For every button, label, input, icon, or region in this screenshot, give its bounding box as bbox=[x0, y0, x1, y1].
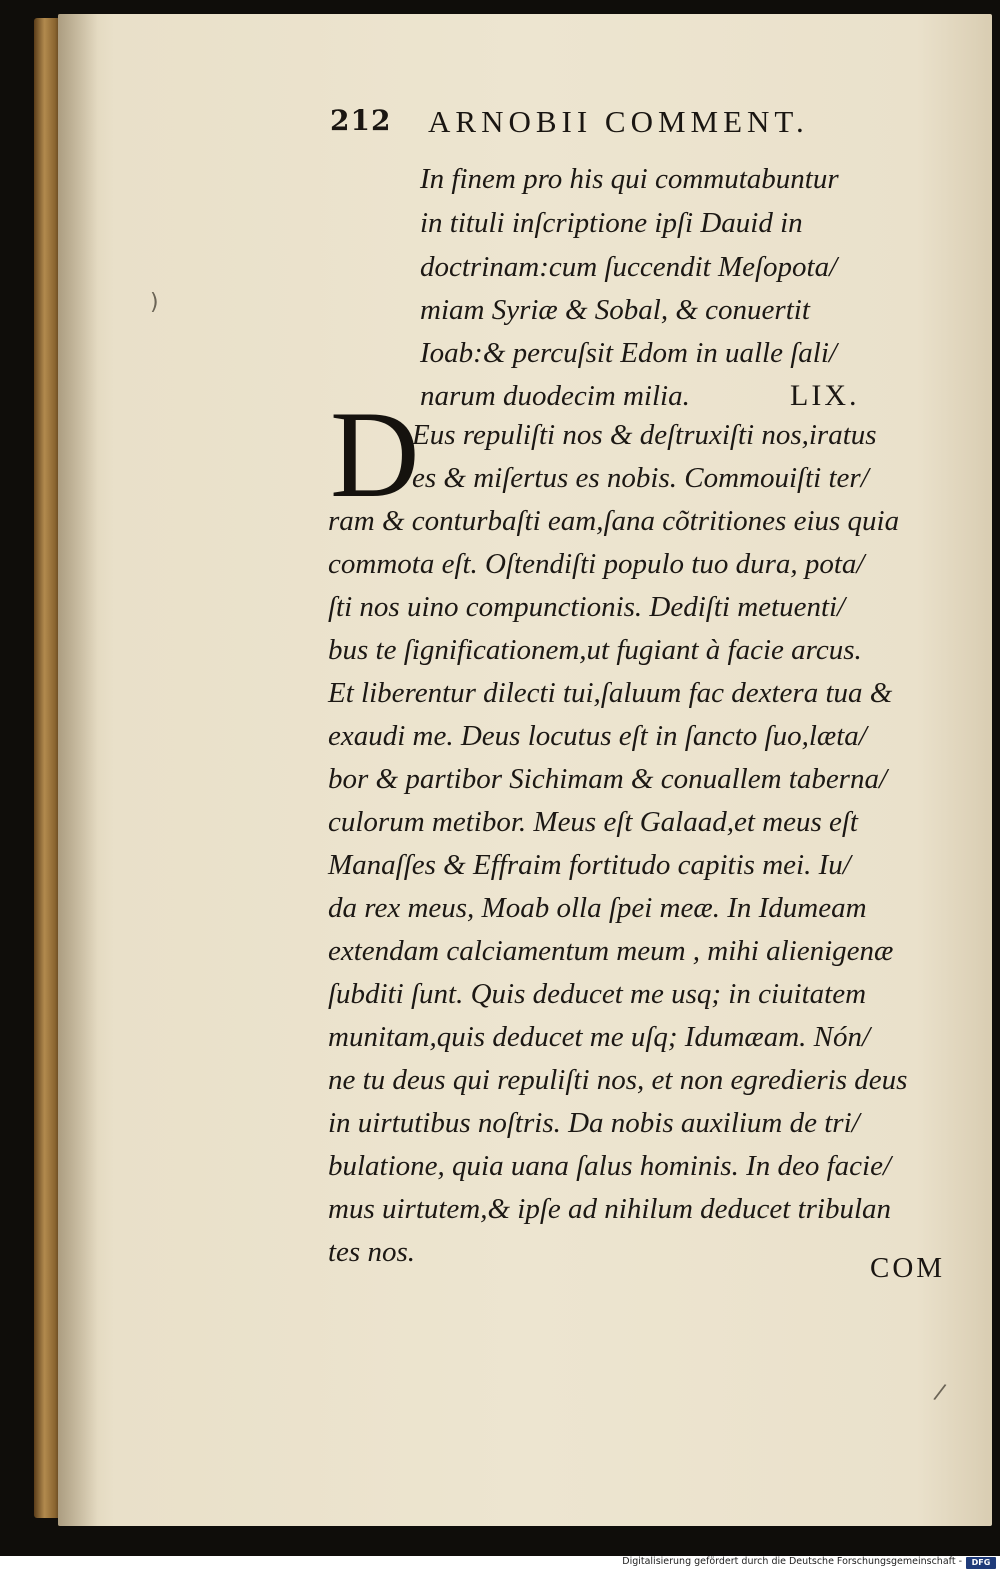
title-line: doctrinam:cum ſuccendit Meſopota/ bbox=[420, 251, 838, 283]
body-line: da rex meus, Moab olla ſpei meæ. In Idumeam bbox=[328, 892, 867, 924]
body-line: ſubditi ſunt. Quis deducet me usq; in ciuitatem bbox=[328, 978, 867, 1010]
digitization-footer bbox=[0, 1556, 1000, 1571]
dfg-logo: DFG bbox=[966, 1557, 996, 1569]
body-line: extendam calciamentum meum , mihi alienigenæ bbox=[328, 935, 894, 967]
title-line: miam Syriæ & Sobal, & conuertit bbox=[420, 294, 810, 326]
page-number: 212 bbox=[330, 104, 392, 137]
body-line: ram & conturbaſti eam,ſana cõtritiones eius quia bbox=[328, 505, 900, 537]
psalm-number: LIX. bbox=[790, 379, 860, 412]
body-line: mus uirtutem,& ipſe ad nihilum deducet tribulan bbox=[328, 1193, 892, 1225]
title-line: In finem pro his qui commutabuntur bbox=[420, 163, 839, 195]
body-line: exaudi me. Deus locutus eſt in ſancto ſuo,læta/ bbox=[328, 720, 867, 752]
margin-mark: ) bbox=[150, 290, 159, 315]
body-line: ne tu deus qui repuliſti nos, et non egredieris deus bbox=[328, 1064, 908, 1096]
gutter-shadow bbox=[58, 14, 98, 1526]
body-line: munitam,quis deducet me uſq; Idumæam. Nón/ bbox=[328, 1021, 871, 1053]
margin-mark: / bbox=[931, 1379, 948, 1406]
body-line: bulatione, quia uana ſalus hominis. In deo facie/ bbox=[328, 1150, 892, 1182]
body-line: ſti nos uino compunctionis. Dediſti metuenti/ bbox=[328, 591, 846, 623]
title-line: narum duodecim milia. bbox=[420, 380, 690, 412]
body-line: commota eſt. Oſtendiſti populo tuo dura, pota/ bbox=[328, 548, 865, 580]
body-line: bus te ſignificationem,ut fugiant à facie arcus. bbox=[328, 634, 862, 666]
title-line: Ioab:& percuſsit Edom in ualle ſali/ bbox=[420, 337, 837, 369]
footer-credit: Digitalisierung gefördert durch die Deutsche Forschungsgemeinschaft - bbox=[622, 1556, 962, 1567]
body-line: es & miſertus es nobis. Commouiſti ter/ bbox=[412, 462, 869, 494]
body-line: bor & partibor Sichimam & conuallem taberna/ bbox=[328, 763, 888, 795]
body-line: Eus repuliſti nos & deſtruxiſti nos,iratus bbox=[412, 419, 877, 451]
body-line: in uirtutibus noſtris. Da nobis auxilium de tri/ bbox=[328, 1107, 860, 1139]
body-line: culorum metibor. Meus eſt Galaad,et meus eſt bbox=[328, 806, 858, 838]
title-line: in tituli inſcriptione ipſi Dauid in bbox=[420, 207, 803, 239]
page-header bbox=[330, 100, 890, 150]
catchword: COM bbox=[870, 1252, 946, 1284]
body-line: Et liberentur dilecti tui,ſaluum fac dextera tua & bbox=[328, 677, 893, 709]
body-line: tes nos. bbox=[328, 1236, 415, 1268]
body-line: Manaſſes & Effraim fortitudo capitis mei. Iu/ bbox=[328, 849, 851, 881]
running-title: ARNOBII COMMENT. bbox=[428, 104, 809, 139]
drop-cap-initial: D bbox=[330, 386, 420, 523]
